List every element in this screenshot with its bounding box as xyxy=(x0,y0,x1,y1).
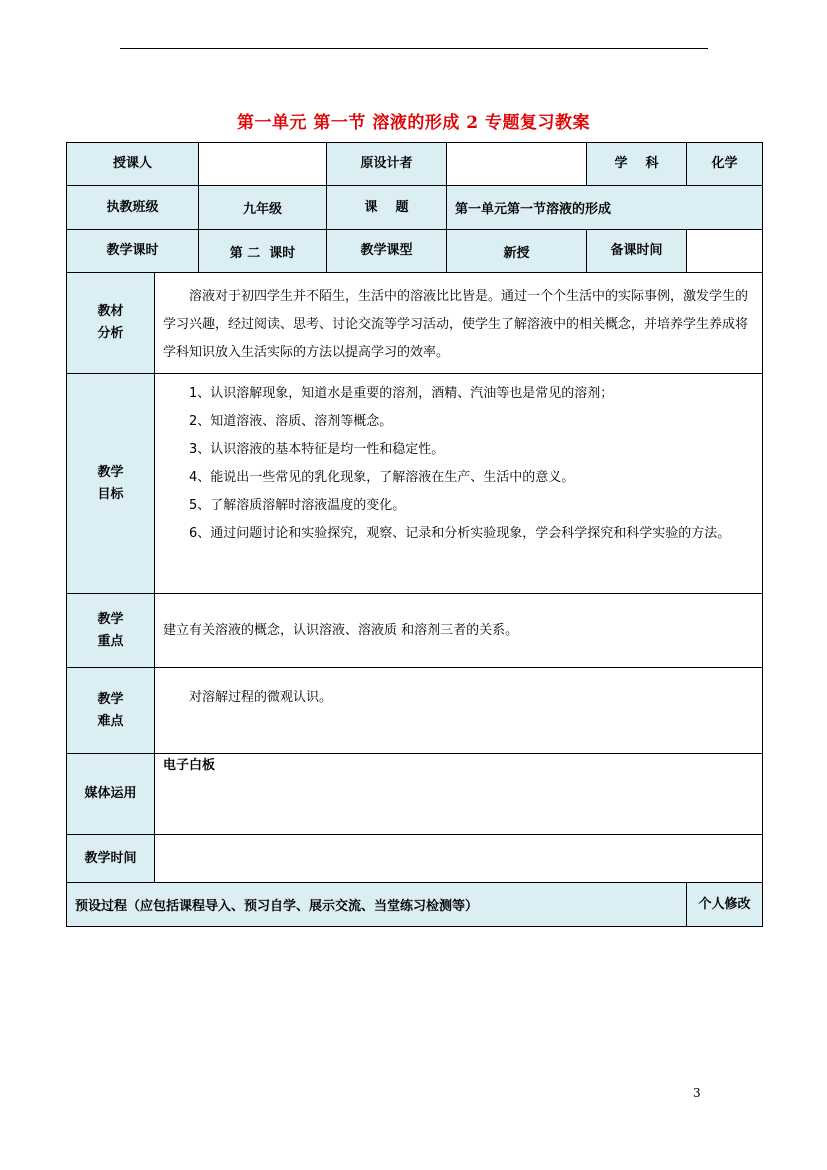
teacher-value xyxy=(199,143,327,186)
goal-item-3: 3、认识溶液的基本特征是均一性和稳定性。 xyxy=(189,442,445,457)
prep-label: 备课时间 xyxy=(587,230,687,273)
difficult-label-line-1: 教学 xyxy=(97,691,124,707)
material-label-line-1: 教材 xyxy=(97,304,124,319)
goal-item-6: 6、通过问题讨论和实验探究，观察、记录和分析实验现象，学会科学探究和科学实验的方法。 xyxy=(189,526,731,541)
goal-item-2: 2、知道溶液、溶质、溶剂等概念。 xyxy=(189,414,393,429)
time-label: 教学时间 xyxy=(67,835,155,883)
key-label xyxy=(67,594,155,668)
subject-value: 化学 xyxy=(687,143,763,186)
key-text: 建立有关溶液的概念，认识溶液、溶液质 和溶剂三者的关系。 xyxy=(155,594,763,668)
period-label: 教学课时 xyxy=(67,230,199,273)
material-text: 溶液对于初四学生并不陌生，生活中的溶液比比皆是。通过一个个生活中的实际事例，激发学生的学习兴趣，经过阅读、思考、讨论交流等学习活动，使学生了解溶液中的相关概念，并培养学生养成将学科知识放入生活实际的方法以提高学习的效率。 xyxy=(155,273,763,374)
goal-item-5: 5、了解溶质溶解时溶液温度的变化。 xyxy=(189,498,406,513)
media-label: 媒体运用 xyxy=(67,754,155,835)
process-label: 预设过程（应包括课程导入、预习自学、展示交流、当堂练习检测等） xyxy=(67,883,687,927)
type-label: 教学课型 xyxy=(327,230,447,273)
period-value: 第 二 课时 xyxy=(199,230,327,273)
page-number: 3 xyxy=(693,1086,701,1100)
goals-label-line-2: 目标 xyxy=(97,486,124,502)
document-title: 第一单元 第一节 溶液的形成 2 专题复习教案 xyxy=(236,113,590,133)
time-text xyxy=(155,835,763,883)
prep-value xyxy=(687,230,763,273)
class-value: 九年级 xyxy=(199,186,327,230)
topic-value: 第一单元第一节溶液的形成 xyxy=(447,186,763,230)
material-label-line-2: 分析 xyxy=(97,326,124,341)
goal-item-1: 1、认识溶解现象，知道水是重要的溶剂，酒精、汽油等也是常见的溶剂； xyxy=(189,386,614,401)
personal-label: 个人修改 xyxy=(687,883,763,927)
difficult-label xyxy=(67,668,155,754)
difficult-label-line-2: 难点 xyxy=(97,713,124,729)
designer-value xyxy=(447,143,587,186)
designer-label: 原设计者 xyxy=(327,143,447,186)
header-rule xyxy=(120,48,708,49)
goals-label-line-1: 教学 xyxy=(97,464,124,480)
topic-label: 课 题 xyxy=(327,186,447,230)
subject-label: 学 科 xyxy=(587,143,687,186)
type-value: 新授 xyxy=(447,230,587,273)
difficult-text: 对溶解过程的微观认识。 xyxy=(155,668,763,754)
material-label xyxy=(67,273,155,374)
class-label: 执教班级 xyxy=(67,186,199,230)
goals-list xyxy=(155,374,763,594)
goals-label xyxy=(67,374,155,594)
lesson-plan-table xyxy=(66,142,763,927)
media-text: 电子白板 xyxy=(155,754,763,835)
key-label-line-1: 教学 xyxy=(97,611,124,627)
goal-item-4: 4、能说出一些常见的乳化现象，了解溶液在生产、生活中的意义。 xyxy=(189,470,575,485)
key-label-line-2: 重点 xyxy=(97,633,124,649)
teacher-label: 授课人 xyxy=(67,143,199,186)
